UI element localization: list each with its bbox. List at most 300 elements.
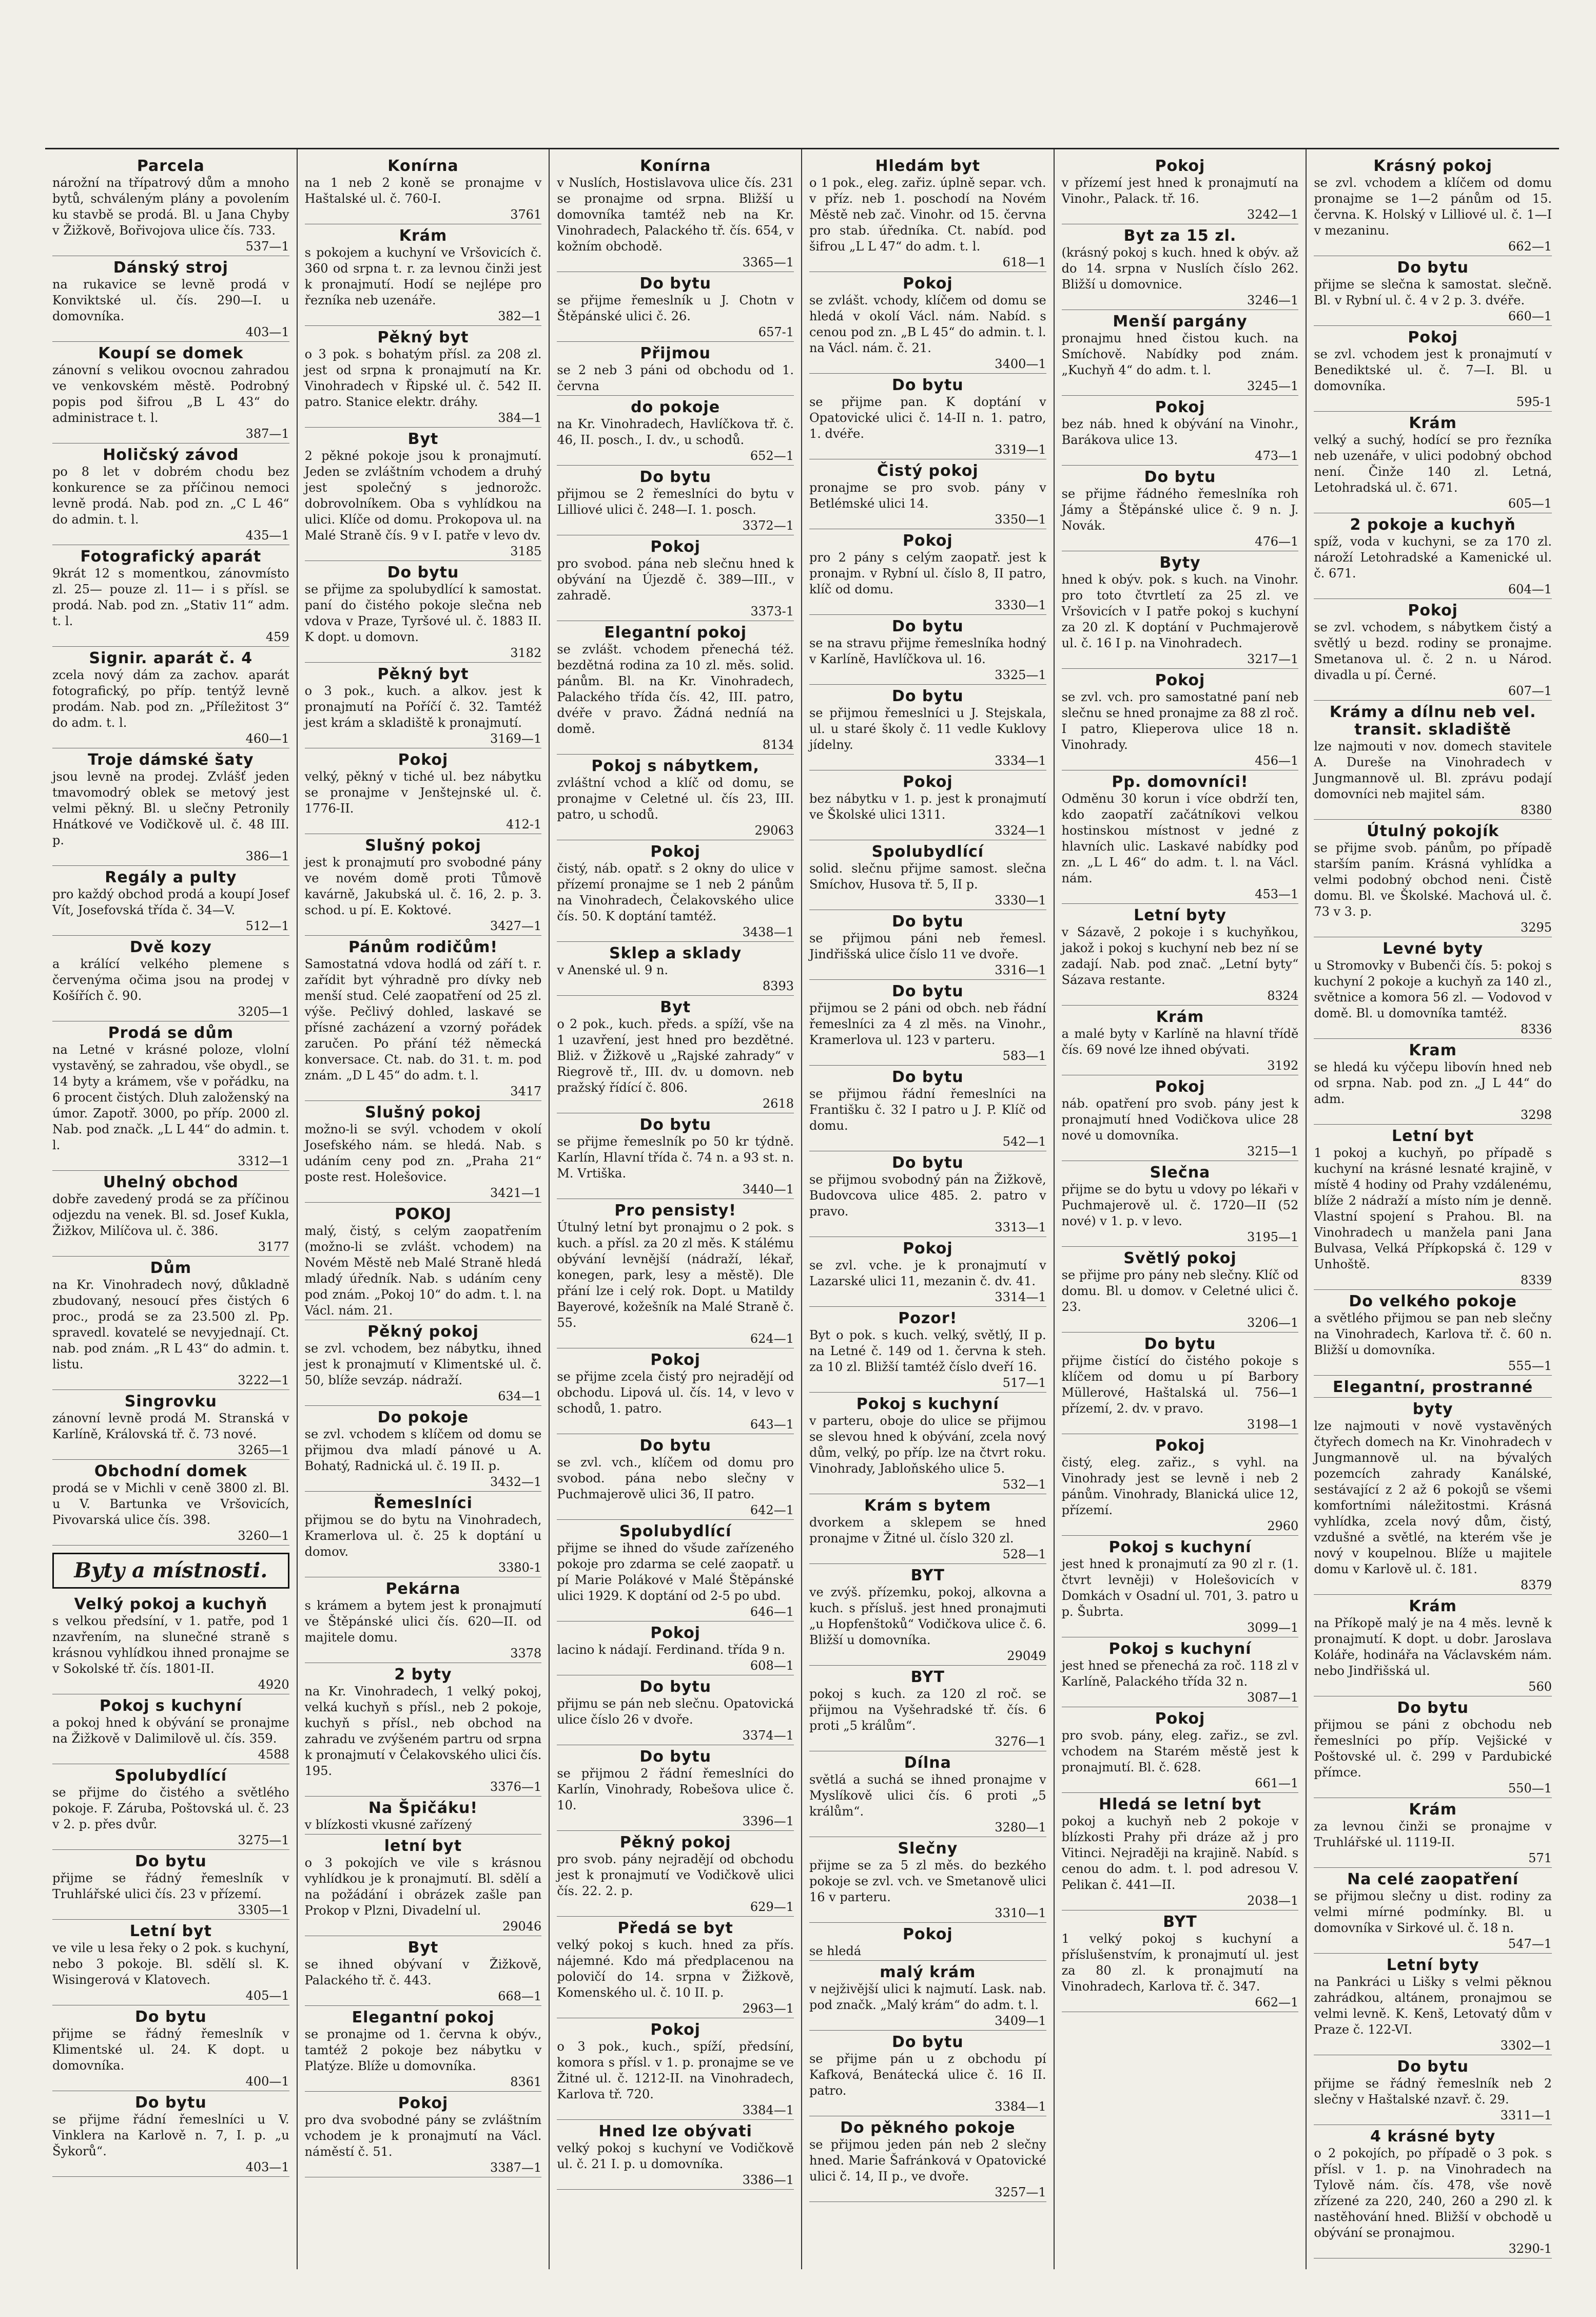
ad-code [1314, 1358, 1552, 1374]
ad-code [557, 1331, 794, 1347]
classified-ad [305, 2009, 542, 2092]
ad-code-number: 657-1 [758, 325, 794, 339]
ad-code [1062, 1775, 1299, 1791]
ad-code [52, 1239, 289, 1255]
ad-divider [1062, 1792, 1299, 1793]
classified-ad [52, 548, 289, 647]
ad-heading: Byt [407, 1939, 439, 1957]
ad-code [1314, 2108, 1552, 2123]
ad-code-number: 476—1 [1255, 534, 1299, 549]
ad-divider [52, 1256, 289, 1257]
ad-text: v parteru, oboje do ulice se přijmou se slevou hned k obývání, zcela nový dům, velký, po příp. lze na čtvrt roku. Vinohrady, Jabloňského ulice 5. [809, 1414, 1046, 1476]
ad-code [809, 1734, 1046, 1750]
classified-ad [1062, 313, 1299, 396]
newspaper-page [45, 148, 1559, 2269]
classified-ad [809, 1154, 1046, 1237]
ad-heading: Letní byt [129, 1922, 212, 1940]
classified-ad [809, 532, 1046, 615]
ad-text: s pokojem a kuchyní ve Vršovicích č. 360 od srpna t. r. za levnou činži jest k pronajmutí. Hodí se nejlépe pro řezníka neb uzenáře. [304, 245, 542, 307]
ad-text: se přijmou 2 řádní řemeslníci do Karlín, Vinohrady, Robešova ulice č. 10. [557, 1766, 794, 1812]
ad-code [809, 2185, 1046, 2200]
ad-code [557, 1728, 794, 1744]
ad-divider [809, 1065, 1046, 1066]
classified-ad [1062, 1914, 1299, 2012]
ad-heading: Krám [1156, 1008, 1204, 1026]
ad-code-number: 3087—1 [1247, 1690, 1299, 1705]
classified-ad [1314, 1379, 1552, 1398]
ad-heading: Krám s bytem [864, 1497, 991, 1515]
ad-text: přijme čistící do čistého pokoje s klíčem od domu u pí Barbory Müllerové, Haštalská ul. 756—1 přízemí, 2. dv. v pravo. [1061, 1354, 1299, 1416]
ad-heading: Do bytu [891, 617, 964, 635]
ad-text: bez náb. hned k obývání na Vinohr., Barákova ulice 13. [1061, 417, 1299, 447]
ad-code-number: 3330—1 [995, 893, 1046, 908]
column-2 [298, 149, 550, 2269]
ad-text: pronajme se pro svob. pány v Betlémské ulici 14. [809, 480, 1046, 511]
classified-ad [1314, 602, 1552, 701]
ad-divider [557, 2189, 794, 2190]
classified-ad [557, 1625, 794, 1675]
ad-code [1314, 920, 1552, 936]
column-4 [802, 149, 1055, 2269]
ad-code-number: 3206—1 [1247, 1316, 1299, 1330]
ad-divider [1314, 325, 1552, 326]
ad-heading: Spolubydlící [619, 1522, 732, 1540]
classified-ad [1314, 158, 1552, 256]
ad-text: se ihned obývaní v Žižkově, Palackého tř. č. 443. [304, 1957, 542, 1987]
column-6 [1307, 149, 1559, 2269]
ad-heading: Parcela [137, 157, 205, 175]
ad-code-number: 3099—1 [1247, 1620, 1299, 1635]
ad-text: na Pankráci u Lišky s velmi pěknou zahrádkou, altánem, pronajmou se velmi levně. K. Kenš, Letovatý dům v Praze č. 122-VI. [1314, 1975, 1552, 2037]
classified-ad [557, 538, 794, 621]
ad-text: se zvl. vche. je k pronajmutí v Lazarské ulici 11, mezanin č. dv. 41. [809, 1258, 1046, 1288]
classified-ad [52, 447, 289, 545]
ad-divider [809, 684, 1046, 685]
ad-text: se 2 neb 3 páni od obchodu od 1. června [557, 363, 794, 393]
classified-ad [557, 1116, 794, 1199]
ad-code [305, 918, 542, 934]
ad-code [305, 1919, 542, 1935]
classified-ad [52, 751, 289, 866]
ad-heading: Do bytu [891, 982, 964, 1000]
ad-heading: Hned lze obývati [598, 2122, 752, 2140]
ad-code-number: 3305—1 [238, 1903, 289, 1917]
ad-text: 1 pokoj a kuchyň, po případě s kuchyní na krásné lesnaté krajině, v místě 4 hodiny od Prahy vzdálenému, blíže 2 nádraží a místo ním je denně. Vlastní spojení s Prahou. Bl. na Vinohradech u manžela pani Jana Bulvasa, Velká Přípkopská č. 129 v Unhoště. [1314, 1146, 1552, 1271]
classified-ad [809, 2034, 1046, 2116]
ad-heading: 2 pokoje a kuchyň [1350, 516, 1516, 534]
ad-code-number: 2038—1 [1247, 1894, 1299, 1908]
ad-text: dobře zavedený prodá se za příčinou odjezdu na venek. Bl. sd. Josef Kukla, Žižkov, Milíčova ul. č. 386. [52, 1192, 289, 1238]
ad-code [557, 518, 794, 534]
ad-code-number: 460—1 [245, 731, 289, 746]
ad-text: nárožní na třípatrový dům a mnoho bytů, schváleným plány a povolením ku stavbě se prodá. Bl. u Jana Chyby v Žižkově, Bořivojova ulice čís. 733. [52, 176, 289, 238]
ad-text: na Kr. Vinohradech, 1 velký pokoj, velká kuchyň s přísl., neb 2 pokoje, kuchyň s přísl., neb obchod na zahradu ve zvýšeném partru od srpna k pronajmutí v Čelakovského ulici čís. 195. [304, 1684, 542, 1778]
ad-code-number: 8339 [1520, 1273, 1552, 1287]
classified-ad [809, 1497, 1046, 1564]
ad-text: přijmu se pán neb slečnu. Opatovická ulice číslo 26 v dvoře. [557, 1696, 794, 1727]
ad-text: se přijmou páni neb řemesl. Jindřišská ulice číslo 11 ve dvoře. [809, 931, 1046, 961]
ad-heading: Řemeslníci [374, 1494, 473, 1512]
ad-code-number: 668—1 [498, 1989, 542, 2003]
ad-divider [1314, 1867, 1552, 1868]
ad-text: o 3 pok. s bohatým přísl. za 208 zl. jest od srpna k pronajmutí na Kr. Vinohradech v Řipské ul. č. 542 II. patro. Stanice elektr. dráhy. [304, 347, 542, 409]
ad-code [1062, 448, 1299, 464]
ad-divider [809, 1563, 1046, 1564]
classified-ad [557, 999, 794, 1113]
ad-text: ve zvýš. přízemku, pokoj, alkovna a kuch. s přísluš. jest hned pronajmuti „u Hopfenštoků“ Vodičkova ulice č. 6. Bližší u domovníka. [809, 1585, 1046, 1647]
ad-heading: Krám [1409, 1801, 1457, 1819]
ad-heading: Do bytu [639, 275, 711, 293]
ad-heading: Byty [1159, 554, 1201, 572]
ad-code [809, 1220, 1046, 1235]
classified-ad [809, 1964, 1046, 2031]
ad-text: přijme se do bytu u vdovy po lékaři v Puchmajerově ul. č. 1720—II (52 nové) v 1. p. v levo. [1061, 1182, 1299, 1228]
classified-ad [1062, 672, 1299, 770]
ad-heading: Do pokoje [377, 1408, 469, 1426]
ad-heading: Na celé zaopatření [1347, 1870, 1519, 1888]
ad-heading: Letní byt [1392, 1127, 1474, 1145]
classified-ad [52, 1260, 289, 1390]
ad-code-number: 8336 [1520, 1022, 1552, 1036]
ad-code [52, 1902, 289, 1918]
ad-code [557, 2001, 794, 2017]
ad-divider [1062, 668, 1299, 669]
ad-heading: Pp. domovníci! [1112, 773, 1249, 791]
ad-code-number: 662—1 [1255, 1995, 1299, 2010]
ad-code [52, 2159, 289, 2175]
classified-ad [809, 377, 1046, 459]
ad-text: velký a suchý, hodící se pro řezníka neb uzenáře, v ulici podobný obchod není. Činže 140 zl. Letná, Letohradská ul. č. 671. [1314, 433, 1552, 495]
ad-divider [809, 2030, 1046, 2031]
ad-text: jest hned k pronajmutí za 90 zl r. (1. čtvrt levněji) v Holešovicích v Domkách v Osadní ul. 701, 3. patro u p. Šubrta. [1061, 1557, 1299, 1619]
classified-ad [1314, 1871, 1552, 1954]
ad-text: pronajmu hned čistou kuch. na Smíchově. Nabídky pod znám. „Kuchyň 4“ do adm. t. l. [1061, 331, 1299, 377]
ad-heading: Regály a pulty [105, 868, 237, 886]
classified-ad [1062, 774, 1299, 904]
ad-text: se zvl. vch., klíčem od domu pro svobod. pána nebo slečny v Puchmajerově ulici 36, II patro. [557, 1455, 794, 1501]
ad-code-number: 3177 [258, 1240, 289, 1254]
ad-text: se hledá [809, 1944, 862, 1958]
ad-code-number: 3386—1 [742, 2173, 794, 2187]
ad-text: jest k pronajmutí pro svobodné pány ve novém domě proti Tůmově kavárně, Jakubská ul. č. 16, 2. p. 3. schod. u pí. E. Koktové. [304, 855, 542, 917]
classified-ad [305, 1323, 542, 1406]
ad-code [305, 1646, 542, 1662]
ad-heading: Do bytu [134, 2094, 207, 2112]
ad-heading: Pro pensisty! [614, 1202, 736, 1220]
ad-code [557, 737, 794, 753]
ad-code-number: 29063 [754, 823, 794, 838]
classified-ad [305, 666, 542, 748]
classified-ad [1314, 516, 1552, 599]
ad-heading: Pokoj [1155, 1710, 1205, 1728]
ad-divider [305, 427, 542, 428]
ad-text: lacino k nádají. Ferdinand. třída 9 n. [557, 1643, 785, 1657]
ad-text: pro svobod. pána neb slečnu hned k obývání na Újezdě č. 389—III., v zahradě. [557, 556, 794, 603]
ad-code [809, 753, 1046, 769]
ad-heading: Pokoj [398, 2094, 449, 2112]
ad-text: Samostatná vdova hodlá od září t. r. zařídit byt výhradně pro dívky neb menší stud. Celé zaopatření od 25 zl. výše. Pečlivý dohled, laskavé se přísné zacházení a vzorný pořádek zaručen. Po přání též německá konversace. Ct. nab. do 31. t. m. pod znám. „D L 45“ do adm. t. l. [304, 957, 542, 1083]
ad-text: ve vile u lesa řeky o 2 pok. s kuchyní, nebo 3 pokoje. Bl. sdělí sl. K. Wisingerová v Klatovech. [52, 1941, 289, 1987]
ad-code-number: 3280—1 [995, 1820, 1046, 1835]
ad-heading: Do bytu [1397, 2058, 1469, 2076]
ad-text: se hledá ku výčepu libovín hned neb od srpna. Nab. pod zn. „J L 44“ do adm. [1314, 1060, 1552, 1106]
ad-code-number: 3310—1 [995, 1906, 1046, 1920]
ad-code-number: 555—1 [1508, 1359, 1552, 1373]
ad-text: v Nuslích, Hostislavova ulice čís. 231 se pronajme od srpna. Bližší u domovníka tamtéž neb na Kr. Vinohradech, Palackého tř. čís. 654, v kožním obchodě. [557, 176, 794, 254]
classified-ad [809, 843, 1046, 910]
ad-divider [557, 465, 794, 466]
ad-divider [557, 754, 794, 755]
ad-heading: Pokoj s kuchyní [99, 1697, 242, 1715]
ad-text: Útulný letní byt pronajmu o 2 pok. s kuch. a přísl. za 20 zl měs. K stálému obývání levnější (nádraží, lékař, konegen, park, lesy a městě). Dle přání lze i celý rok. Dopt. u Matildy Bayerové, kožešník na Malé Straně č. 55. [557, 1220, 794, 1330]
ad-code-number: 3222—1 [238, 1373, 289, 1387]
ad-code-number: 3182 [510, 646, 542, 660]
classified-ad [557, 345, 794, 396]
ad-text: se přijme pan. K doptání v Opatovické ulici č. 14-II n. 1. patro, 1. dvéře. [809, 395, 1046, 441]
classified-ad [557, 275, 794, 342]
ad-text: čistý, eleg. zařiz., s vyhl. na Vinohrady jest se levně i neb 2 pánům. Vinohrady, Blanická ulice 12, přízemí. [1061, 1455, 1299, 1517]
ad-text: Odměnu 30 korun i více obdrží ten, kdo zaopatří začátníkovi velkou hostinskou místnost v jedné z hlavních ulic. Laskavé nabídky pod zn. „L L 46“ do adm. t. l. na Václ. nám. [1061, 791, 1299, 885]
ad-code [1062, 988, 1299, 1004]
ad-text: na 1 neb 2 koně se pronajme v Haštalské ul. č. 760-I. [304, 176, 542, 206]
ad-divider [809, 1392, 1046, 1393]
ad-divider [305, 1100, 542, 1101]
ad-code [1314, 1272, 1552, 1288]
ad-text: pro svob. pány, eleg. zařiz., se zvl. vchodem na Starém městě jest k pronajmutí. Bl. č. 628. [1061, 1728, 1299, 1774]
ad-code-number: 642—1 [750, 1503, 794, 1517]
ad-code [1062, 378, 1299, 394]
ad-text: solid. slečnu přijme samost. slečna Smíchov, Husova tř. 5, II p. [809, 861, 1046, 892]
ad-code [52, 1677, 289, 1693]
ad-text: 1 velký pokoj s kuchyní a příslušenstvím, k pronajmutí ul. jest za 80 zl. k pronajmutí na Vinohradech, Karlova tř. č. 347. [1061, 1932, 1299, 1994]
classified-ad [809, 1396, 1046, 1494]
ad-code [305, 308, 542, 324]
ad-divider [1314, 1375, 1552, 1376]
ad-heading: Pěkný byt [377, 665, 469, 683]
ad-heading: Kram [1409, 1041, 1457, 1059]
classified-ad [52, 1596, 289, 1694]
ad-code-number: 624—1 [750, 1331, 794, 1346]
classified-ad [305, 564, 542, 663]
classified-ad [305, 751, 542, 834]
classified-ad [557, 945, 794, 996]
ad-code [557, 1604, 794, 1620]
ad-divider [52, 865, 289, 866]
ad-heading: Do bytu [891, 1068, 964, 1086]
classified-ad [1314, 1801, 1552, 1868]
classified-ad [557, 1202, 794, 1348]
classified-ad [52, 2009, 289, 2091]
ad-code [52, 1442, 289, 1458]
classified-ad [52, 939, 289, 1021]
ad-code-number: 3400—1 [995, 357, 1046, 371]
ad-code-number: 8134 [762, 738, 794, 752]
ad-code-number: 3290-1 [1508, 2242, 1552, 2256]
ad-code-number: 608—1 [750, 1658, 794, 1673]
ad-heading: malý krám [880, 1963, 976, 1981]
ad-code-number: 2618 [762, 1096, 794, 1111]
ad-heading: Slečny [898, 1840, 958, 1858]
ad-heading: Dům [150, 1259, 192, 1277]
ad-code [1062, 1620, 1299, 1636]
ad-text: přijme se za 5 zl měs. do bezkého pokoje se zvl. vch. ve Smetanově ulici 16 v parteru. [809, 1858, 1046, 1904]
ad-heading: Pokoj [650, 1624, 700, 1642]
ad-heading: Letní byty [1134, 906, 1227, 924]
classified-ad [557, 2021, 794, 2120]
ad-code [1314, 394, 1552, 410]
ad-heading: Pěkný byt [377, 329, 469, 346]
classified-ad [557, 2123, 794, 2190]
classified-ad [52, 259, 289, 342]
ad-text: bez nábytku v 1. p. jest k pronajmutí ve Školské ulici 1311. [809, 791, 1046, 822]
ad-heading: Pokoj s kuchyní [1108, 1538, 1252, 1556]
classified-ad [305, 1838, 542, 1936]
classified-ad [809, 688, 1046, 770]
ad-heading: Krám [399, 227, 447, 245]
ad-code [1314, 683, 1552, 699]
ad-code [557, 1813, 794, 1829]
ad-heading: Do bytu [639, 1437, 711, 1455]
ad-code-number: 3330—1 [995, 598, 1046, 612]
ad-heading: Elegantní, prostranné [1333, 1378, 1533, 1396]
ad-text: zánovní levně prodá M. Stranská v Karlíně, Královská tř. č. 73 nové. [52, 1411, 289, 1441]
ad-text: prodá se v Michli v ceně 3800 zl. Bl. u V. Bartunka ve Vršovicích, Pivovarská ulice čís. 398. [52, 1481, 289, 1527]
classified-ad [52, 1697, 289, 1764]
ad-divider [1062, 903, 1299, 904]
ad-heading: Pánům rodičům! [348, 938, 498, 956]
ad-code-number: 403—1 [245, 325, 289, 339]
ad-code [52, 324, 289, 340]
ad-code-number: 652—1 [750, 449, 794, 463]
ad-heading: Do bytu [1397, 1699, 1469, 1717]
classified-ad [809, 462, 1046, 529]
ad-code [557, 604, 794, 620]
ad-heading: Do bytu [1144, 1335, 1216, 1353]
ad-code-number: 3215—1 [1247, 1144, 1299, 1158]
ad-code [557, 255, 794, 271]
ad-heading: Do bytu [387, 564, 459, 582]
ad-code [305, 1560, 542, 1576]
ad-heading: Přijmou [640, 344, 711, 362]
ad-text: o 2 pokojích, po případě o 3 pok. s přísl. v 1. p. na Vinohradech na Tylově nám. čís. 478, vše nově zřízené za 220, 240, 260 a 290 zl. k nastěhování hned. Bližší v obchodě u obývání se pronajmou. [1314, 2146, 1552, 2240]
ad-text: a pokoj hned k obývání se pronajme na Žižkově v Dalimilově ul. čís. 359. [52, 1715, 289, 1746]
ad-heading: Menší pargány [1113, 313, 1248, 331]
ad-text: velký pokoj s kuch. hned za přís. nájemné. Kdo má předplacenou na polovičí do 14. srpna v Žižkově, Komenského ul. č. 10 II. p. [557, 1938, 794, 2000]
ad-code [305, 1084, 542, 1099]
ad-heading: Elegantní pokoj [604, 624, 747, 642]
ad-code-number: 528—1 [1002, 1547, 1046, 1561]
ad-heading: Dánský stroj [113, 259, 228, 277]
ad-text: přijme se ihned do všude zařízeného pokoje pro zdarma se celé zaopatř. u pí Marie Polákové v Malé Štěpánské ulici 1929. K doptání od 2-5 po ubd. [557, 1541, 794, 1603]
ad-heading: Do bytu [891, 687, 964, 705]
ad-text: dvorkem a sklepem se hned pronajme v Žitné ul. číslo 320 zl. [809, 1515, 1046, 1546]
classified-ad [557, 1748, 794, 1831]
ad-divider [305, 935, 542, 936]
ad-code [52, 1528, 289, 1544]
ad-heading: Pěkný pokoj [367, 1323, 479, 1341]
ad-heading: 2 byty [394, 1666, 452, 1684]
ad-code [1314, 496, 1552, 512]
ad-heading: Do pěkného pokoje [840, 2119, 1016, 2137]
ad-text: se zvl. vchodem, bez nábytku, ihned jest k pronajmutí v Klimentské ul. č. 50, blíže sevzáp. nádraží. [304, 1341, 542, 1387]
ad-text: za levnou činži se pronajme v Truhlářské ul. 1119-II. [1314, 1819, 1552, 1849]
ad-heading: Krásný pokoj [1373, 157, 1492, 175]
ad-code [557, 2102, 794, 2118]
classified-ad [809, 774, 1046, 840]
ad-code [52, 918, 289, 934]
ad-text: se přijme zcela čistý pro nejradějí od obchodu. Lipová ul. čís. 14, v levo v schodů, 1. patro. [557, 1369, 794, 1416]
classified-ad [1062, 1640, 1299, 1707]
ad-code [809, 1477, 1046, 1493]
ad-text: se přijmou jeden pán neb 2 slečny hned. Marie Šafránková v Opatovické ulici č. 14, II p., ve dvoře. [809, 2137, 1046, 2184]
classified-ad [1314, 1598, 1552, 1696]
ad-heading: Pokoj [1155, 157, 1205, 175]
ad-text: o 2 pok., kuch. předs. a spíží, vše na 1 uzavření, jest hned pro bezdětné. Bliž. v Žižkově u „Rajské zahrady“ v Riegrově tř., III. dv. u domovn. neb pražský řídící č. 806. [557, 1017, 794, 1095]
ad-heading: do pokoje [631, 398, 721, 416]
ad-text: se zvl. vchodem s klíčem od domu se přijmou dva mladí pánové u A. Bohatý, Radnická ul. č. 19 II. p. [304, 1427, 542, 1473]
ad-code-number: 435—1 [245, 528, 289, 543]
ad-code [1314, 2241, 1552, 2257]
ad-divider [1062, 395, 1299, 396]
ad-code [1062, 1417, 1299, 1433]
ad-code [52, 1004, 289, 1020]
ad-heading: Krámy a dílnu neb vel. transit. skladiště [1329, 703, 1536, 739]
ad-code-number: 517—1 [1002, 1376, 1046, 1390]
classified-ad [305, 1104, 542, 1203]
ad-heading: Slušný pokoj [365, 1104, 481, 1122]
ad-heading: Do bytu [891, 1154, 964, 1172]
ad-code [52, 2074, 289, 2090]
ad-code [305, 2160, 542, 2176]
ad-heading: Do bytu [891, 913, 964, 931]
ad-text: přijme se slečna k samostat. slečně. Bl. v Rybní ul. č. 4 v 2 p. 3. dvéře. [1314, 277, 1552, 307]
ad-code [52, 1373, 289, 1388]
ad-code [1062, 534, 1299, 550]
ad-text: s krámem a bytem jest k pronajmutí ve Štěpánské ulici čís. 620—II. od majitele domu. [304, 1598, 542, 1645]
ad-divider [809, 1306, 1046, 1307]
ad-code [1062, 753, 1299, 769]
ad-text: přijme se řádný řemeslník v Truhlářské ulici čís. 23 v přízemí. [52, 1871, 289, 1901]
ad-text: možno-li se svýl. vchodem v okolí Josefského nám. se hledá. Nab. s udáním ceny pod zn. „Praha 21“ poste rest. Holešovice. [304, 1122, 542, 1184]
ad-code-number: 8324 [1267, 989, 1299, 1003]
classified-ad [52, 869, 289, 936]
ad-code [1062, 1144, 1299, 1160]
classified-ad [557, 843, 794, 942]
ad-divider [809, 1960, 1046, 1961]
ad-text: se pronajme od 1. června k obýv., tamtéž 2 pokoje bez nábytku v Platýze. Blíže u domovníka. [304, 2027, 542, 2073]
ad-heading: Světlý pokoj [1123, 1249, 1237, 1267]
ad-code-number: 3257—1 [995, 2185, 1046, 2199]
ad-code-number: 629—1 [750, 1900, 794, 1914]
ad-code [557, 1417, 794, 1433]
ad-divider [1062, 1332, 1299, 1333]
ad-code-number: 3438—1 [742, 925, 794, 939]
classified-ad [1062, 1250, 1299, 1333]
ad-code [1314, 582, 1552, 597]
classified-ad [809, 275, 1046, 374]
ad-code [809, 1648, 1046, 1664]
classified-ad [305, 1939, 542, 2006]
ad-code [305, 1474, 542, 1490]
ad-text: pro 2 pány s celým zaopatř. jest k pronajm. v Rybní ul. číslo 8, II patro, klíč od domu. [809, 550, 1046, 596]
ad-text: se přijme do čistého a světlého pokoje. F. Záruba, Poštovská ul. č. 23 v 2. p. přes dvůr. [52, 1785, 289, 1831]
ad-text: se přijme pro pány neb slečny. Klíč od domu. Bl. u domov. v Celetné ulici č. 23. [1061, 1268, 1299, 1314]
ad-heading: Do bytu [134, 1852, 207, 1870]
ad-code [305, 410, 542, 426]
classified-ad [1314, 2058, 1552, 2125]
ad-code [557, 1502, 794, 1518]
ad-divider [1314, 1038, 1552, 1039]
